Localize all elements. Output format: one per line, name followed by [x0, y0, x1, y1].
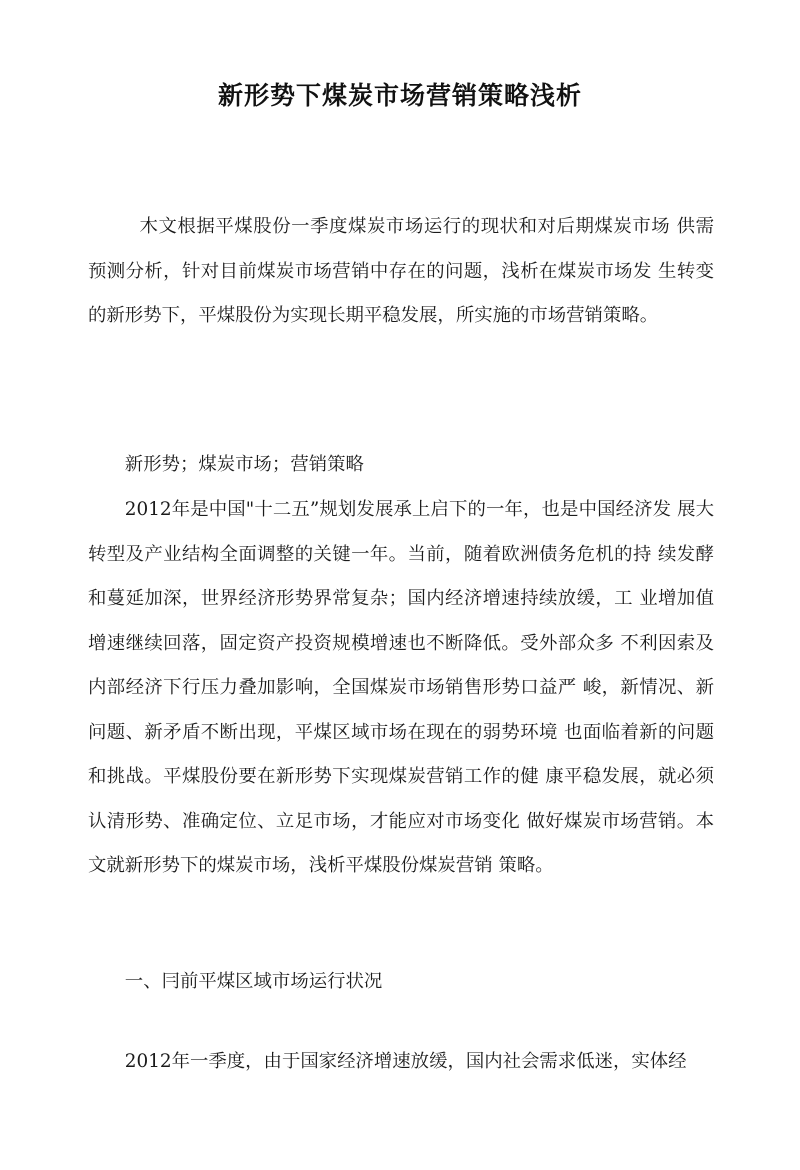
abstract-paragraph: 木文根据平煤股份一季度煤炭市场运行的现状和对后期煤炭市场 供需预测分析，针对目前煤炭市场营销中存在的问题，浅析在煤炭市场发 生转变的新形势下，平煤股份为实现长期平稳发展，所实施的市场营销策略。	[88, 216, 714, 326]
intro-paragraph: 2012年是中国"十二五”规划发展承上启下的一年，也是中国经济发 展大转型及产业结构全面调整的关键一年。当前，随着欧洲债务危机的持 续发酵和蔓延加深，世界经济形势界常复杂；国内经济增速持续放缓，工 业增加值增速继续回落，固定资产投资规模增速也不断降低。受外部众多 不利因索及内部经济下行压力叠加影响，全国煤炭市场销售形势口益严 峻，新情况、新问题、新矛盾不断出现，平煤区域市场在现在的弱势环境 也面临着新的问题和挑战。平煤股份要在新形势下实现煤炭营销工作的健 康平稳发展，就必须认清形势、准确定位、立足市场，才能应对市场变化 做好煤炭市场营销。本文就新形势下的煤炭市场，浅析平煤股份煤炭营销 策略。	[88, 499, 714, 876]
document-title: 新形势下煤炭市场营销策略浅析	[217, 81, 582, 110]
section-heading-1: 一、冃前平煤区域市场运行状况	[124, 971, 383, 992]
section-1-body-paragraph: 2012年一季度，由于国家经济增速放缓，国内社会需求低迷，实体经	[124, 1051, 687, 1072]
keywords-line: 新形势；煤炭市场；营销策略	[124, 454, 364, 475]
